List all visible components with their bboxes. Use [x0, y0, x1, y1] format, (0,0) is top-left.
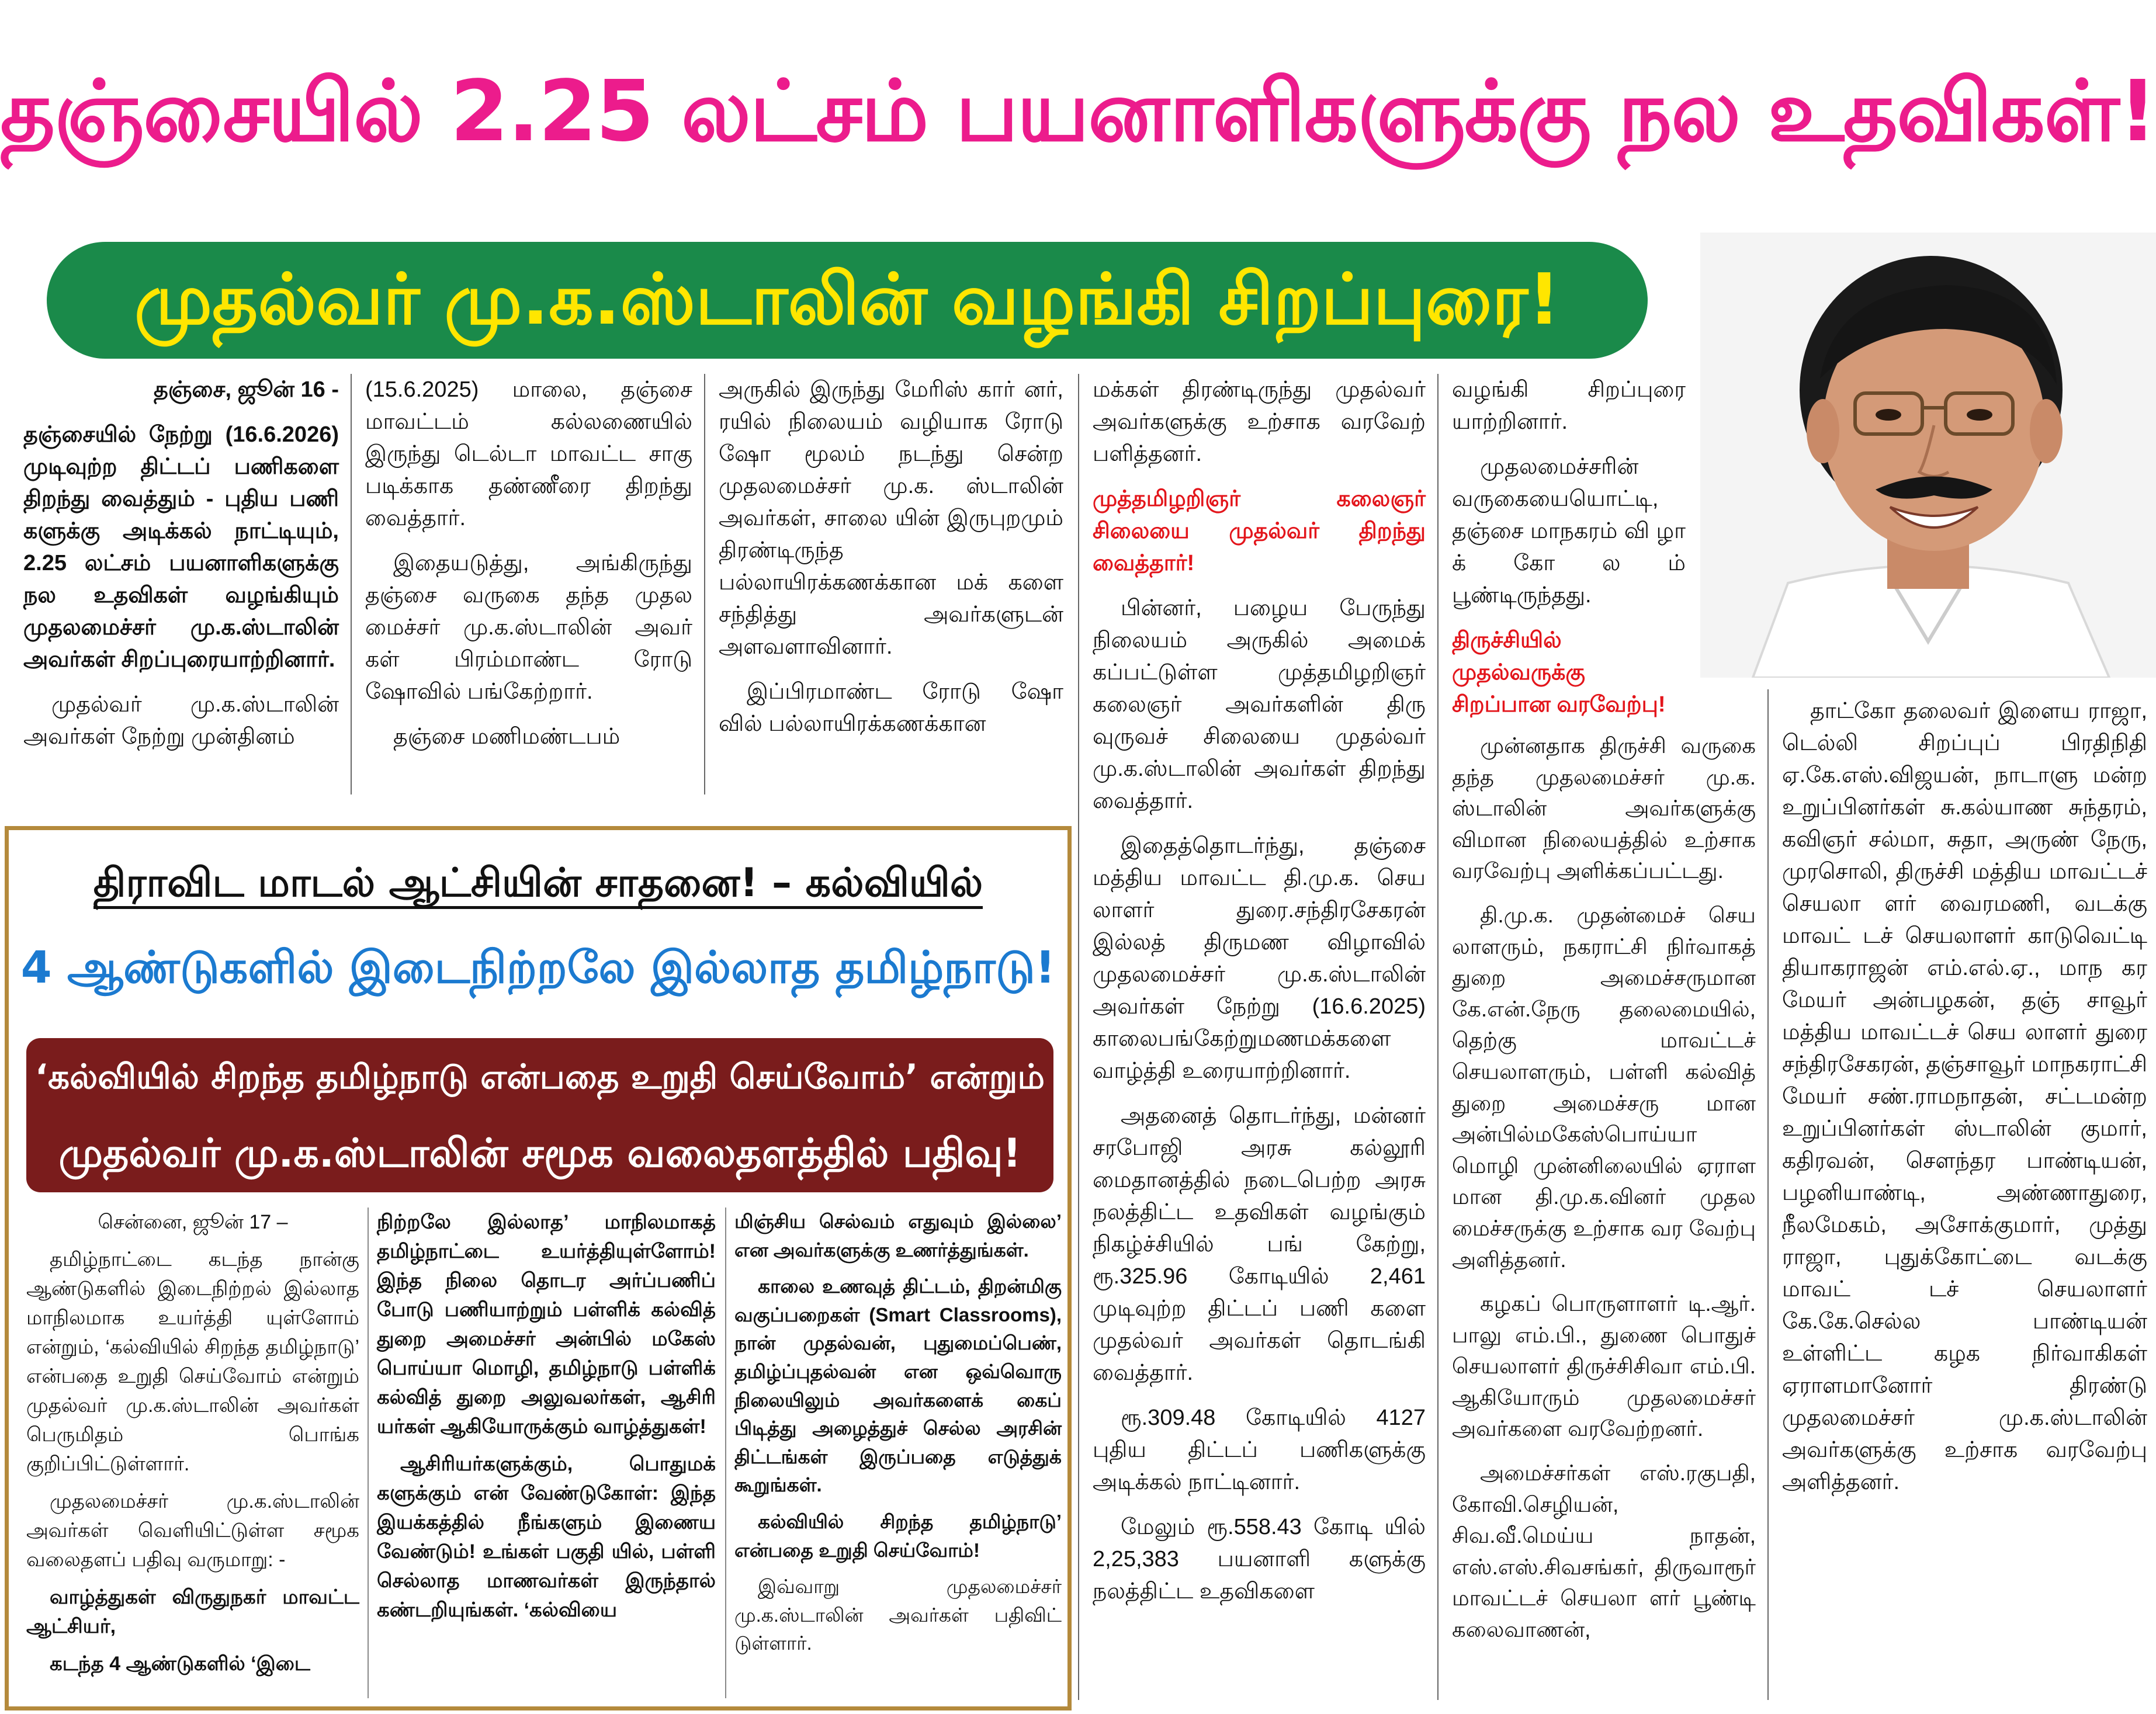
subheadline-banner: முதல்வர் மு.க.ஸ்டாலின் வழங்கி சிறப்புரை! [47, 242, 1648, 359]
paragraph: பின்னர், பழைய பேருந்து நிலையம் அருகில் அமைக் கப்பட்டுள்ள முத்தமிழறிஞர் கலைஞர் அவர்களின் திரு வுருவச் சிலையை முதல்வர் மு.க.ஸ்டாலின் அவர்கள் திறந்து வைத்தார். [1093, 596, 1426, 813]
lead-paragraph: தஞ்சையில் நேற்று (16.6.2026) முடிவுற்ற திட்டப் பணிகளை திறந்து வைத்தும் - புதிய பணி களுக்கு அடிக்கல் நாட்டியும், 2.25 லட்சம் பயனாளிகளுக்கு நல உதவிகள் வழங்கியும் முதலமைச்சர் மு.க.ஸ்டாலின் அவர்கள் சிறப்புரையாற்றினார். [23, 422, 339, 672]
article-column-3 [719, 374, 1063, 753]
paragraph: மிஞ்சிய செல்வம் எதுவும் இல்லை’ என அவர்களுக்கு உணர்த்துங்கள். [734, 1210, 1062, 1261]
box-column-divider [725, 1208, 726, 1698]
box-column-1 [26, 1208, 359, 1687]
paragraph: வழங்கி சிறப்புரை யாற்றினார். [1452, 377, 1686, 434]
column-divider [1078, 374, 1079, 1700]
box-headline: 4 ஆண்டுகளில் இடைநிற்றலே இல்லாத தமிழ்நாடு! [20, 941, 1056, 993]
box-quote-band [26, 1038, 1053, 1192]
band-line-2: முதல்வர் மு.க.ஸ்டாலின் சமூக வலைதளத்தில் பதிவு! [58, 1130, 1021, 1177]
portrait-illustration [1700, 233, 2156, 678]
paragraph: வாழ்த்துகள் விருதுநகர் மாவட்ட ஆட்சியர், [26, 1586, 359, 1637]
paragraph: முதலமைச்சர் மு.க.ஸ்டாலின் அவர்கள் வெளியிட்டுள்ள சமூக வலைதளப் பதிவு வருமாறு: - [26, 1490, 359, 1571]
paragraph: மக்கள் திரண்டிருந்து முதல்வர் அவர்களுக்கு உற்சாக வரவேற் பளித்தனர். [1093, 377, 1426, 466]
article-column-4 [1093, 374, 1426, 1621]
education-story-box [5, 826, 1072, 1710]
box-column-divider [368, 1208, 369, 1698]
article-column-5-continued [1452, 730, 1756, 1659]
subheading: முத்தமிழறிஞர் கலைஞர் சிலையை முதல்வர் திறந்து வைத்தார்! [1093, 487, 1426, 575]
column-divider [1767, 689, 1769, 1700]
paragraph: கடந்த 4 ஆண்டுகளில் ‘இடை [50, 1653, 310, 1675]
paragraph: மேலும் ரூ.558.43 கோடி யில் 2,25,383 பயனாளி களுக்கு நலத்திட்ட உதவிகளை [1093, 1515, 1426, 1604]
paragraph: முதலமைச்சரின் வருகையையொட்டி, தஞ்சை மாநகரம் வி ழா க் கோ ல ம் பூண்டிருந்தது. [1452, 454, 1686, 608]
band-line-1: ‘கல்வியில் சிறந்த தமிழ்நாடு என்பதை உறுதி செய்வோம்’ என்றும் [34, 1057, 1045, 1097]
paragraph: இவ்வாறு முதலமைச்சர் மு.க.ஸ்டாலின் அவர்கள் பதிவிட் டுள்ளார். [734, 1576, 1062, 1654]
paragraph: அமைச்சர்கள் எஸ்.ரகுபதி, கோவி.செழியன், சிவ.வீ.மெய்ய நாதன், எஸ்.எஸ்.சிவசங்கர், திருவாரூர் மாவட்டச் செயலா ளர் பூண்டி கலைவாணன், [1452, 1461, 1756, 1642]
paragraph: தஞ்சை மணிமண்டபம் [393, 724, 621, 749]
paragraph: கல்வியில் சிறந்த தமிழ்நாடு’ என்பதை உறுதி செய்வோம்! [734, 1510, 1062, 1561]
paragraph: தாட்கோ தலைவர் இளைய ராஜா, டெல்லி சிறப்புப் பிரதிநிதி ஏ.கே.எஸ்.விஜயன், நாடாளு மன்ற உறுப்பினர்கள் சு.கல்யாண சுந்தரம், கவிஞர் சல்மா, சுதா, அருண் நேரு, முரசொலி, திருச்சி மத்திய மாவட்டச் செயலா ளர் வைரமணி, வடக்கு மாவட் டச் செயலாளர் காடுவெட்டி தியாகராஜன் எம்.எல்.ஏ., மாந கர மேயர் அன்பழகன், தஞ் சாவூர் மத்திய மாவட்டச் செய லாளர் துரை சந்திரசேகரன், தஞ்சாவூர் மாநகராட்சி மேயர் சண்.ராமநாதன், சட்டமன்ற உறுப்பினர்கள் ஸ்டாலின் குமார், கதிரவன், சௌந்தர பாண்டியன், பழனியாண்டி, அண்ணாதுரை, நீலமேகம், அசோக்குமார், முத்து ராஜா, புதுக்கோட்டை வடக்கு மாவட் டச் செயலாளர் கே.கே.செல்ல பாண்டியன் உள்ளிட்ட கழக நிர்வாகிகள் ஏராளமானோர் திரண்டு முதலமைச்சர் மு.க.ஸ்டாலின் அவர்களுக்கு உற்சாக வரவேற்பு அளித்தனர். [1782, 699, 2147, 1494]
paragraph: அதனைத் தொடர்ந்து, மன்னர் சரபோஜி அரசு கல்லூரி மைதானத்தில் நடைபெற்ற அரசு நலத்திட்ட உதவிகள் வழங்கும் நிகழ்ச்சியில் பங் கேற்று, ரூ.325.96 கோடியில் 2,461 முடிவுற்ற திட்டப் பணி களை முதல்வர் அவர்கள் தொடங்கி வைத்தார். [1093, 1104, 1426, 1385]
column-divider [1437, 374, 1439, 1700]
paragraph: முதல்வர் மு.க.ஸ்டாலின் அவர்கள் நேற்று முன்தினம் [23, 692, 339, 749]
paragraph: (15.6.2025) மாலை, தஞ்சை மாவட்டம் கல்லணையில் இருந்து டெல்டா மாவட்ட சாகு படிக்காக தண்ணீரை திறந்து வைத்தார். [365, 377, 692, 530]
paragraph: காலை உணவுத் திட்டம், திறன்மிகு வகுப்பறைகள் (Smart Classrooms), நான் முதல்வன், புதுமைப்பெண், தமிழ்ப்புதல்வன் என ஒவ்வொரு நிலையிலும் அவர்களைக் கைப் பிடித்து அழைத்துச் செல்ல அரசின் திட்டங்கள் இருப்பதை எடுத்துக் கூறுங்கள். [734, 1275, 1062, 1496]
paragraph: இப்பிரமாண்ட ரோடு ஷோ வில் பல்லாயிரக்கணக்கான [719, 679, 1063, 736]
paragraph: ஆசிரியர்களுக்கும், பொதுமக் களுக்கும் என் வேண்டுகோள்: இந்த இயக்கத்தில் நீங்களும் இணைய வேண்டும்! உங்கள் பகுதி யில், பள்ளி செல்லாத மாணவர்கள் இருந்தால் கண்டறியுங்கள். ‘கல்வியை [377, 1453, 716, 1621]
paragraph: தி.மு.க. முதன்மைச் செய லாளரும், நகராட்சி நிர்வாகத் துறை அமைச்சருமான கே.என்.நேரு தலைமையில், தெற்கு மாவட்டச் செயலாளரும், பள்ளி கல்வித் துறை அமைச்சரு மான அன்பில்மகேஸ்பொய்யா மொழி முன்னிலையில் ஏராள மான தி.மு.க.வினர் முதல மைச்சருக்கு உற்சாக வர வேற்பு அளித்தனர். [1452, 903, 1756, 1272]
main-headline: தஞ்சையில் 2.25 லட்சம் பயனாளிகளுக்கு நல உதவிகள்! [0, 62, 2156, 160]
dateline: தஞ்சை, ஜூன் 16 - [153, 377, 339, 402]
paragraph: தமிழ்நாட்டை கடந்த நான்கு ஆண்டுகளில் இடைநிற்றல் இல்லாத மாநிலமாக உயர்த்தி யுள்ளோம் என்றும், ‘கல்வியில் சிறந்த தமிழ்நாடு’ என்பதை உறுதி செய்வோம் என்றும் முதல்வர் மு.க.ஸ்டாலின் அவர்கள் பெருமிதம் பொங்க குறிப்பிட்டுள்ளார். [26, 1248, 359, 1475]
box-kicker [20, 857, 1056, 910]
paragraph: முன்னதாக திருச்சி வருகை தந்த முதலமைச்சர் மு.க. ஸ்டாலின் அவர்களுக்கு விமான நிலையத்தில் உற்சாக வரவேற்பு அளிக்கப்பட்டது. [1452, 734, 1756, 883]
article-column-1 [23, 374, 339, 766]
column-divider [351, 374, 352, 794]
subheading: திருச்சியில் முதல்வருக்கு சிறப்பான வரவேற்பு! [1452, 628, 1666, 717]
column-divider [704, 374, 705, 794]
paragraph: கழகப் பொருளாளர் டி.ஆர். பாலு எம்.பி., துணை பொதுச் செயலாளர் திருச்சிசிவா எம்.பி. ஆகியோரும் முதலமைச்சர் அவர்களை வரவேற்றனர். [1452, 1292, 1756, 1441]
article-column-2 [365, 374, 692, 766]
box-column-3 [734, 1208, 1062, 1666]
article-column-6 [1782, 695, 2147, 1511]
paragraph: இதைத்தொடர்ந்து, தஞ்சை மத்திய மாவட்ட தி.மு.க. செய லாளர் துரை.சந்திரசேகரன் இல்லத் திருமண விழாவில் முதலமைச்சர் மு.க.ஸ்டாலின் அவர்கள் நேற்று (16.6.2025) காலைபங்கேற்றுமணமக்களை வாழ்த்தி உரையாற்றினார். [1093, 834, 1426, 1083]
paragraph: ரூ.309.48 கோடியில் 4127 புதிய திட்டப் பணிகளுக்கு அடிக்கல் நாட்டினார். [1093, 1406, 1426, 1494]
article-column-5 [1452, 374, 1686, 734]
paragraph: அருகில் இருந்து மேரிஸ் கார் னர், ரயில் நிலையம் வழியாக ரோடு ஷோ மூலம் நடந்து சென்ற முதலமைச்சர் மு.க. ஸ்டாலின் அவர்கள், சாலை யின் இருபுறமும் திரண்டிருந்த பல்லாயிரக்கணக்கான மக் களை சந்தித்து அவர்களுடன் அளவளாவினார். [719, 377, 1063, 659]
chief-minister-photo [1700, 233, 2156, 678]
paragraph: நிற்றலே இல்லாத’ மாநிலமாகத் தமிழ்நாட்டை உயர்த்தியுள்ளோம்! இந்த நிலை தொடர அர்ப்பணிப் போடு பணியாற்றும் பள்ளிக் கல்வித் துறை அமைச்சர் அன்பில் மகேஸ் பொய்யா மொழி, தமிழ்நாடு பள்ளிக் கல்வித் துறை அலுவலர்கள், ஆசிரி யர்கள் ஆகியோருக்கும் வாழ்த்துகள்! [377, 1211, 716, 1438]
box-kicker-text: திராவிட மாடல் ஆட்சியின் சாதனை! – கல்வியில் [93, 860, 983, 909]
box-column-2 [377, 1208, 716, 1633]
box-dateline: சென்னை, ஜூன் 17 – [98, 1211, 288, 1233]
paragraph: இதையடுத்து, அங்கிருந்து தஞ்சை வருகை தந்த முதல மைச்சர் மு.க.ஸ்டாலின் அவர் கள் பிரம்மாண்ட ரோடு ஷோவில் பங்கேற்றார். [365, 551, 692, 704]
